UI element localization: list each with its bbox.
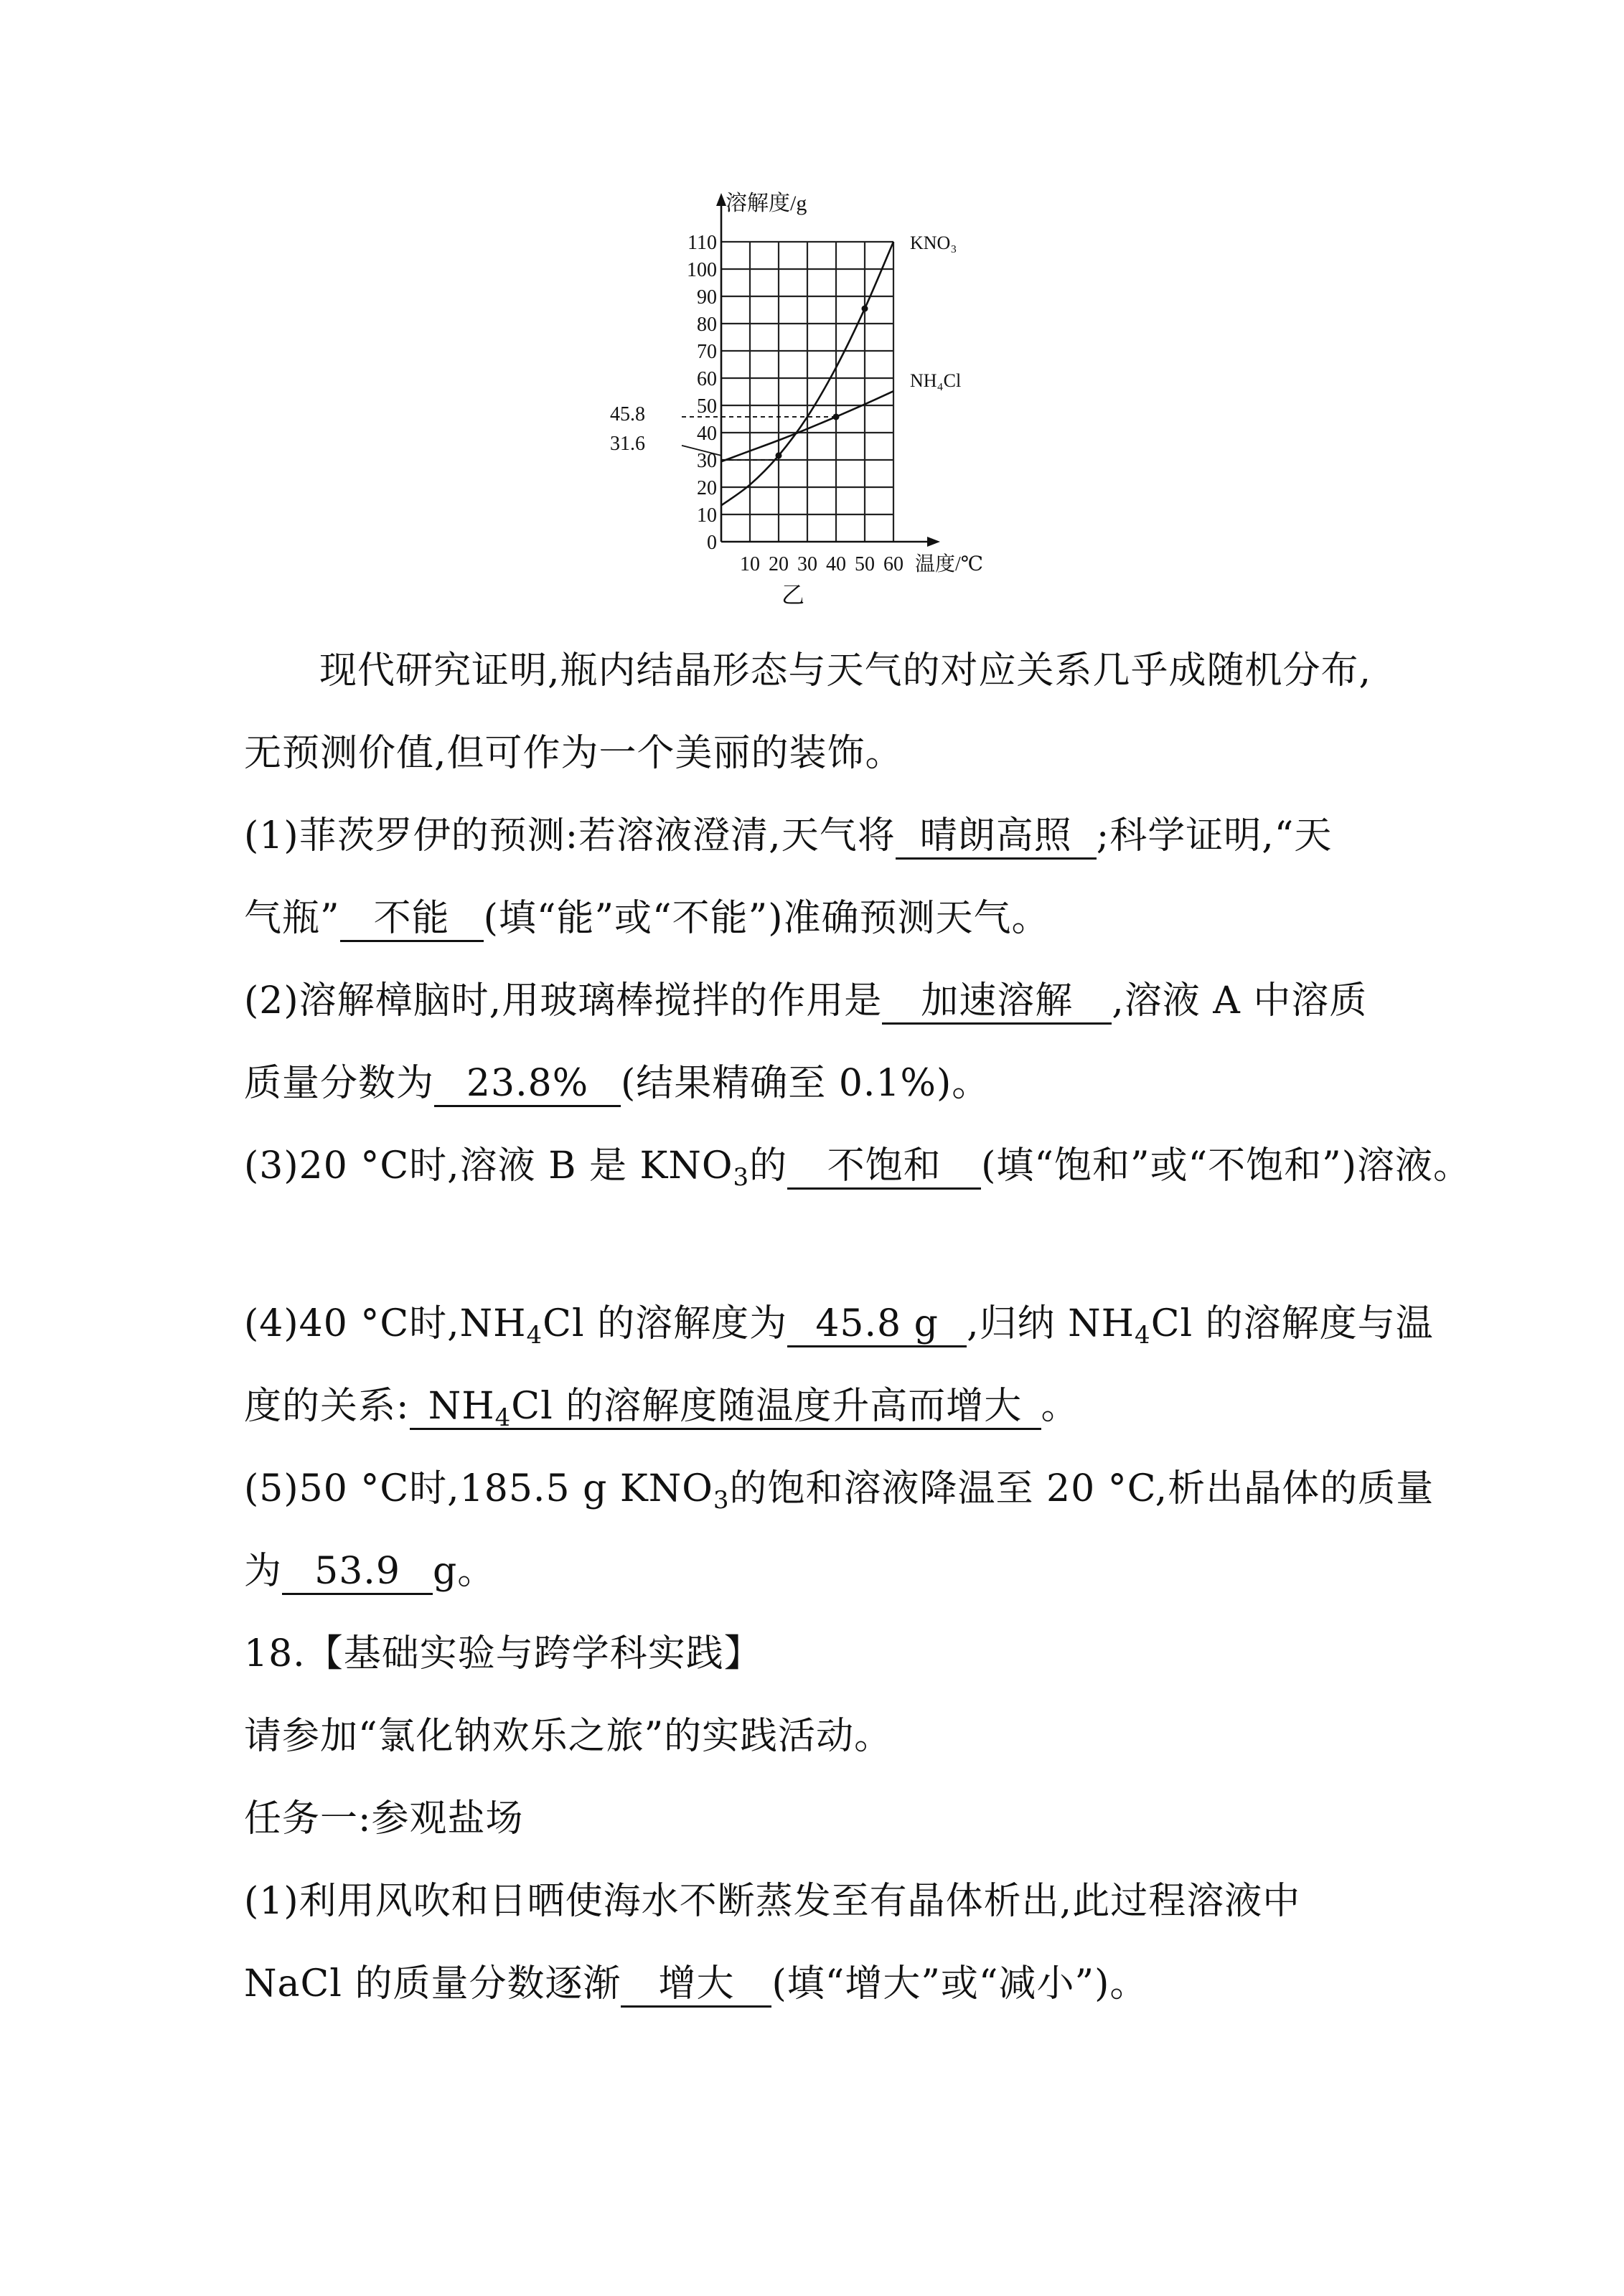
data-point — [833, 413, 840, 420]
answer-blank-3: 加速溶解 — [882, 981, 1112, 1025]
chart-caption: 乙 — [781, 582, 805, 608]
question-4-text: (4)40 °C时,NH — [244, 1302, 527, 1345]
y-tick-label: 80 — [697, 314, 717, 336]
question-1-line-1 — [244, 814, 1392, 860]
y-tick-label: 30 — [697, 450, 717, 472]
question-3-line-1 — [244, 1144, 1472, 1192]
question-2-line-2 — [244, 1062, 1392, 1107]
y-tick-label: 10 — [697, 504, 717, 527]
paragraph-1-line-1: 现代研究证明,瓶内结晶形态与天气的对应关系几乎成随机分布, — [319, 649, 1372, 692]
question-2-text: (2)溶解樟脑时,用玻璃棒搅拌的作用是 — [244, 979, 883, 1022]
y-tick-label: 70 — [697, 341, 717, 363]
y-tick-label: 100 — [687, 259, 717, 281]
data-point — [776, 452, 782, 458]
answer-text: NH — [428, 1385, 495, 1428]
question-5-text-2: 的饱和溶液降温至 20 °C,析出晶体的质量 — [729, 1467, 1435, 1510]
x-axis-arrow — [927, 537, 940, 547]
answer-blank-6: 45.8 g — [787, 1304, 967, 1347]
annotation-label: 31.6 — [610, 432, 645, 455]
series-label-nh4cl: NH₄Cl — [910, 370, 962, 392]
question-4-line-1 — [244, 1302, 1434, 1350]
x-tick-label: 50 — [855, 553, 875, 575]
question-3-text: (3)20 °C时,溶液 B 是 KNO — [244, 1144, 733, 1187]
question-1-line-2 — [244, 897, 1392, 942]
answer-text: Cl 的溶解度随温度升高而增大 — [511, 1385, 1023, 1428]
y-tick-label: 20 — [697, 477, 717, 499]
answer-blank-2: 不能 — [340, 898, 484, 942]
task-1-question-line-1: (1)利用风吹和日晒使海水不断蒸发至有晶体析出,此过程溶液中 — [244, 1880, 1301, 1923]
question-1-text: (1)菲茨罗伊的预测:若溶液澄清,天气将 — [244, 814, 896, 857]
annotation-label: 45.8 — [610, 403, 645, 425]
question-4-text-2: Cl 的溶解度为 — [543, 1302, 788, 1345]
question-5-line-1 — [244, 1467, 1435, 1515]
question-4-text-5: 度的关系: — [244, 1385, 410, 1428]
chart-ticks — [687, 232, 903, 575]
x-axis-label: 温度/℃ — [915, 553, 984, 575]
question-2-text-3: 质量分数为 — [244, 1062, 435, 1105]
data-point — [862, 306, 868, 312]
answer-blank-1: 晴朗高照 — [896, 816, 1097, 860]
subscript: 4 — [526, 1321, 543, 1350]
task-1-text: NaCl 的质量分数逐渐 — [244, 1962, 621, 2005]
question-5-text: (5)50 °C时,185.5 g KNO — [244, 1467, 713, 1510]
x-tick-label: 40 — [826, 553, 846, 575]
task-1-text-2: (填“增大”或“减小”)。 — [771, 1962, 1148, 2005]
question-1-text-3: 气瓶” — [244, 897, 340, 940]
y-tick-label: 50 — [697, 395, 717, 418]
y-axis-label: 溶解度/g — [726, 192, 807, 215]
question-2-text-2: ,溶液 A 中溶质 — [1112, 979, 1368, 1022]
y-tick-label: 40 — [697, 423, 717, 445]
question-5-line-2 — [244, 1550, 1392, 1595]
paragraph-1-line-2: 无预测价值,但可作为一个美丽的装饰。 — [244, 732, 903, 775]
question-18-title: 18.【基础实验与跨学科实践】 — [244, 1632, 762, 1675]
question-3-text-3: (填“饱和”或“不饱和”)溶液。 — [981, 1144, 1472, 1187]
y-tick-label: 60 — [697, 368, 717, 390]
subscript: 4 — [494, 1403, 512, 1432]
question-2-line-1 — [244, 979, 1392, 1025]
series-label-kno3: KNO₃ — [910, 232, 957, 253]
x-tick-label: 30 — [797, 553, 817, 575]
answer-blank-7 — [410, 1386, 1041, 1430]
question-18-intro: 请参加“氯化钠欢乐之旅”的实践活动。 — [244, 1715, 893, 1758]
answer-blank-4: 23.8% — [434, 1063, 621, 1107]
task-1-heading: 任务一:参观盐场 — [244, 1797, 524, 1840]
question-4-text-6: 。 — [1041, 1385, 1079, 1428]
question-1-text-2: ;科学证明,“天 — [1096, 814, 1333, 857]
question-4-line-2 — [244, 1385, 1392, 1430]
question-5-text-3: 为 — [244, 1550, 283, 1593]
subscript: 4 — [1135, 1321, 1151, 1350]
y-tick-label: 110 — [687, 232, 717, 254]
y-axis-arrow — [716, 193, 726, 206]
question-5-text-4: g。 — [433, 1550, 496, 1593]
answer-blank-9: 增大 — [621, 1964, 771, 2008]
question-1-text-4: (填“能”或“不能”)准确预测天气。 — [483, 897, 1050, 940]
answer-blank-8: 53.9 — [282, 1551, 433, 1595]
subscript: 3 — [733, 1163, 750, 1192]
question-3-text-2: 的 — [749, 1144, 788, 1187]
answer-blank-5: 不饱和 — [787, 1146, 981, 1190]
y-tick-label: 90 — [697, 286, 717, 309]
subscript: 3 — [713, 1486, 730, 1515]
question-2-text-4: (结果精确至 0.1%)。 — [621, 1062, 990, 1105]
chart-grid — [721, 242, 893, 542]
task-1-question-line-2 — [244, 1962, 1392, 2008]
x-tick-label: 60 — [883, 553, 903, 575]
solubility-chart — [610, 183, 1012, 613]
x-tick-label: 20 — [769, 553, 789, 575]
y-tick-label: 0 — [707, 532, 717, 554]
x-tick-label: 10 — [740, 553, 760, 575]
question-4-text-4: Cl 的溶解度与温 — [1150, 1302, 1434, 1345]
question-4-text-3: ,归纳 NH — [967, 1302, 1135, 1345]
